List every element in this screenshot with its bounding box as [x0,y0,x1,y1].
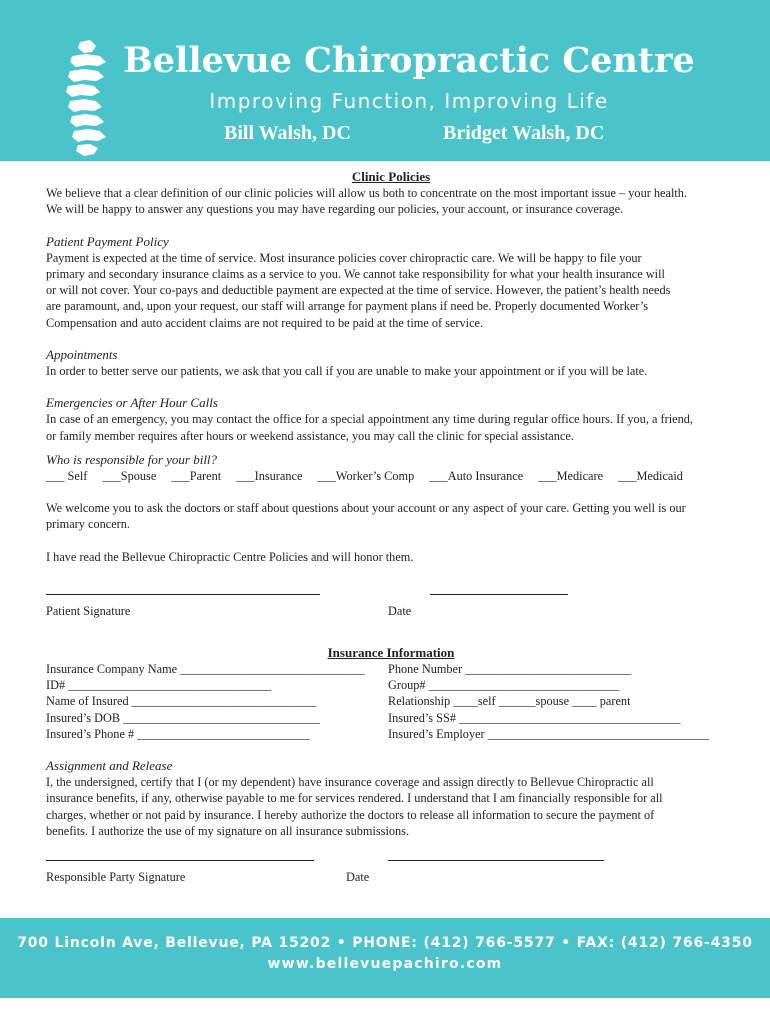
emergencies-line-1: In case of an emergency, you may contact the office for a special appointment any time during regular office hours. If you, a friend, [46,412,693,427]
clinic-policies-heading: Clinic Policies [351,169,431,184]
payment-line-4: are paramount, and, upon your request, our staff will arrange for payment plans if need be. Properly documented Worker’s [46,299,649,314]
intro-line-1: We believe that a clear definition of our clinic policies will allow us both to concentrate on the most important issue – your health. [46,186,688,201]
option-parent[interactable]: ___Parent [171,469,222,484]
option-spouse[interactable]: ___Spouse [102,469,157,484]
footer-margin [0,998,770,1024]
phone-number-field[interactable]: Phone Number ___________________________ [388,662,632,677]
policy-document [46,169,736,887]
assignment-title: Assignment and Release [46,758,173,774]
footer-website[interactable]: www.bellevuepachiro.com [267,956,503,972]
payment-line-3: or will not cover. Your co-pays and deductible payment are expected at the time of service. However, the patient’s health needs [46,283,671,298]
patient-date-label: Date [388,603,412,618]
welcome-line-2: primary concern. [46,517,130,532]
option-self[interactable]: ___ Self [46,469,88,484]
group-field[interactable]: Group# _______________________________ [388,678,620,693]
relationship-field[interactable]: Relationship ____self ______spouse ____ parent [388,694,631,709]
clinic-name: Bellevue Chiropractic Centre [123,40,695,81]
appointments-title: Appointments [46,346,118,362]
patient-date-line[interactable] [430,594,568,595]
intro-line-2: We will be happy to answer any questions you may have regarding our policies, your account, or insurance coverage. [46,202,624,217]
option-auto-insurance[interactable]: ___Auto Insurance [429,469,524,484]
appointments-text: In order to better serve our patients, we ask that you call if you are unable to make your appointment or if you will be late. [46,364,648,379]
insured-ss-field[interactable]: Insured’s SS# ____________________________________ [388,710,681,725]
option-medicaid[interactable]: ___Medicaid [618,469,683,484]
welcome-line-1: We welcome you to ask the doctors or staff about questions about your account or any aspect of your care. Getting you well is our [46,501,686,516]
insured-dob-field[interactable]: Insured’s DOB ________________________________ [46,710,320,725]
footer-contact: 700 Lincoln Ave, Bellevue, PA 15202 • PHONE: (412) 766-5577 • FAX: (412) 766-4350 [17,935,753,951]
payment-policy-title: Patient Payment Policy [46,233,169,249]
responsible-signature-line[interactable] [46,860,314,861]
assignment-line-3: charges, whether or not paid by insurance. I hereby authorize the doctors to release all information to secure the payment of [46,807,655,822]
patient-signature-label: Patient Signature [46,603,131,618]
insured-employer-field[interactable]: Insured’s Employer ____________________________________ [388,726,710,741]
responsible-date-line[interactable] [388,860,604,861]
insured-phone-field[interactable]: Insured’s Phone # ____________________________ [46,726,310,741]
clinic-tagline: Improving Function, Improving Life [209,89,609,113]
option-workers-comp[interactable]: ___Worker’s Comp [317,469,415,484]
emergencies-title: Emergencies or After Hour Calls [46,395,218,411]
responsible-options [46,468,736,484]
emergencies-line-2: or family member requires after hours or weekend assistance, you may call the clinic for special assistance. [46,428,574,443]
assignment-line-1: I, the undersigned, certify that I (or my dependent) have insurance coverage and assign directly to Bellevue Chiropractic all [46,775,654,790]
payment-line-2: primary and secondary insurance claims as a service to you. We cannot take responsibility for what your health insurance will [46,267,665,282]
assignment-line-4: benefits. I authorize the use of my signature on all insurance submissions. [46,823,410,838]
header-banner [0,0,770,161]
insurance-fields [46,661,736,742]
insurance-company-field[interactable]: Insurance Company Name ______________________________ [46,662,365,677]
id-field[interactable]: ID# _________________________________ [46,678,272,693]
doctor-name-2: Bridget Walsh, DC [443,122,605,144]
payment-line-5: Compensation and auto accident claims are not required to be paid at the time of service. [46,315,484,330]
assignment-line-2: insurance benefits, if any, otherwise payable to me for services rendered. I understand that I am financially responsible for all [46,791,663,806]
option-insurance[interactable]: ___Insurance [236,469,303,484]
payment-line-1: Payment is expected at the time of service. Most insurance policies cover chiropractic care. We will be happy to file your [46,250,642,265]
read-statement: I have read the Bellevue Chiropractic Centre Policies and will honor them. [46,549,414,564]
responsible-title: Who is responsible for your bill? [46,451,218,467]
responsible-signature-label: Responsible Party Signature [46,870,186,885]
responsible-date-label: Date [346,870,370,885]
option-medicare[interactable]: ___Medicare [538,469,604,484]
patient-signature-line[interactable] [46,594,320,595]
name-of-insured-field[interactable]: Name of Insured ______________________________ [46,694,317,709]
doctor-name-1: Bill Walsh, DC [224,122,351,144]
insurance-heading: Insurance Information [327,644,455,660]
